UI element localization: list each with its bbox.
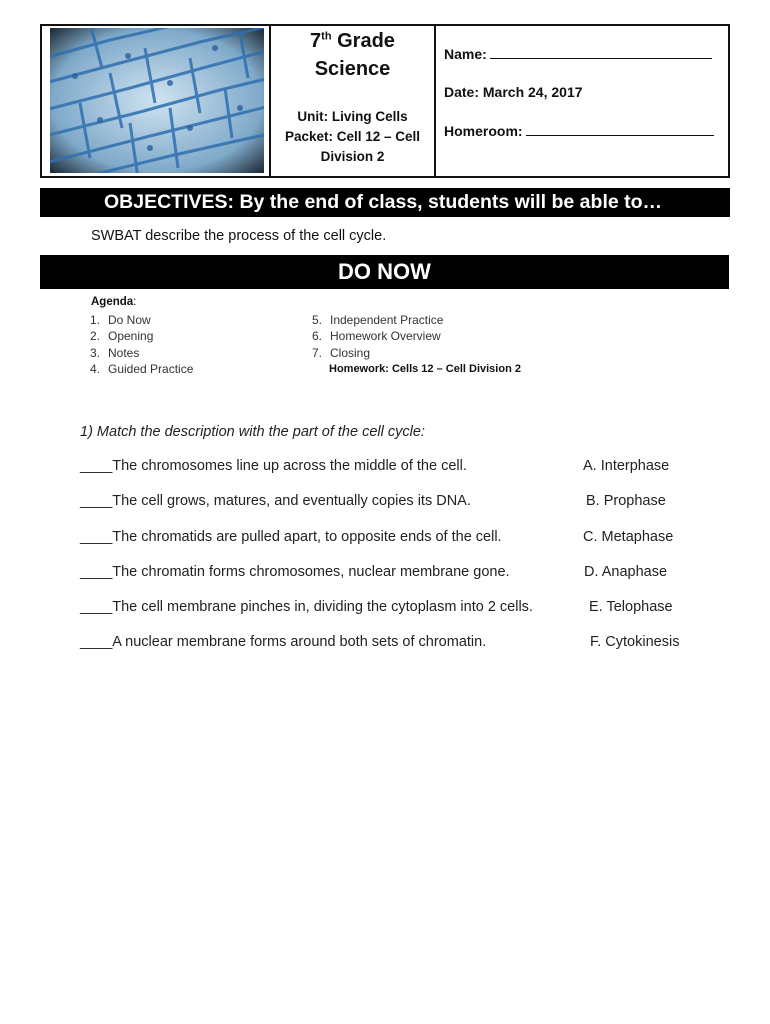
question-prompt: 1) Match the description with the part of the cell cycle: bbox=[80, 424, 425, 440]
agenda-item: 4. Guided Practice bbox=[89, 362, 194, 377]
match-description[interactable]: ____A nuclear membrane forms around both sets of chromatin. bbox=[80, 634, 487, 650]
unit-info: Unit: Living Cells Packet: Cell 12 – Cell Division 2 bbox=[284, 109, 421, 164]
agenda-item: 2. Opening bbox=[89, 329, 154, 344]
match-option: B. Prophase bbox=[586, 493, 666, 509]
subject-title: Science bbox=[314, 58, 391, 80]
match-description[interactable]: ____The chromosomes line up across the middle of the cell. bbox=[80, 458, 467, 474]
match-description[interactable]: ____The chromatin forms chromosomes, nuclear membrane gone. bbox=[80, 564, 510, 580]
match-option: C. Metaphase bbox=[583, 529, 674, 545]
match-option: F. Cytokinesis bbox=[590, 634, 680, 650]
image-cell bbox=[42, 26, 271, 176]
agenda-item: 5. Independent Practice bbox=[311, 313, 444, 327]
match-description[interactable]: ____The chromatids are pulled apart, to opposite ends of the cell. bbox=[80, 529, 502, 545]
student-info-cell bbox=[436, 26, 728, 176]
homeroom-field[interactable]: Homeroom: bbox=[444, 123, 714, 139]
agenda-list-right bbox=[300, 312, 443, 361]
match-option: A. Interphase bbox=[583, 458, 670, 474]
agenda-item: 6. Homework Overview bbox=[311, 329, 441, 344]
header-box bbox=[40, 24, 730, 178]
grade-title: 7th Grade bbox=[310, 30, 395, 52]
match-description[interactable]: ____The cell grows, matures, and eventually copies its DNA. bbox=[80, 493, 471, 509]
date-line: Date: March 24, 2017 bbox=[444, 84, 583, 100]
match-option: D. Anaphase bbox=[584, 564, 668, 580]
onion-cells-photo bbox=[50, 28, 264, 173]
swbat-text: SWBAT describe the process of the cell cycle. bbox=[91, 228, 387, 244]
match-description[interactable]: ____The cell membrane pinches in, dividing the cytoplasm into 2 cells. bbox=[80, 599, 533, 615]
agenda-list-left bbox=[78, 312, 193, 378]
agenda-item: 3. Notes bbox=[89, 345, 140, 360]
agenda-item: 7. Closing bbox=[311, 345, 371, 360]
name-field[interactable]: Name: bbox=[444, 46, 712, 62]
do-now-banner: DO NOW bbox=[40, 255, 729, 289]
objectives-banner: OBJECTIVES: By the end of class, students will be able to… bbox=[40, 188, 730, 217]
agenda-label: Agenda: bbox=[91, 296, 137, 308]
homework-line: Homework: Cells 12 – Cell Division 2 bbox=[329, 363, 521, 375]
match-option: E. Telophase bbox=[589, 599, 673, 615]
agenda-item: 1. Do Now bbox=[89, 313, 151, 327]
title-cell bbox=[271, 26, 436, 176]
